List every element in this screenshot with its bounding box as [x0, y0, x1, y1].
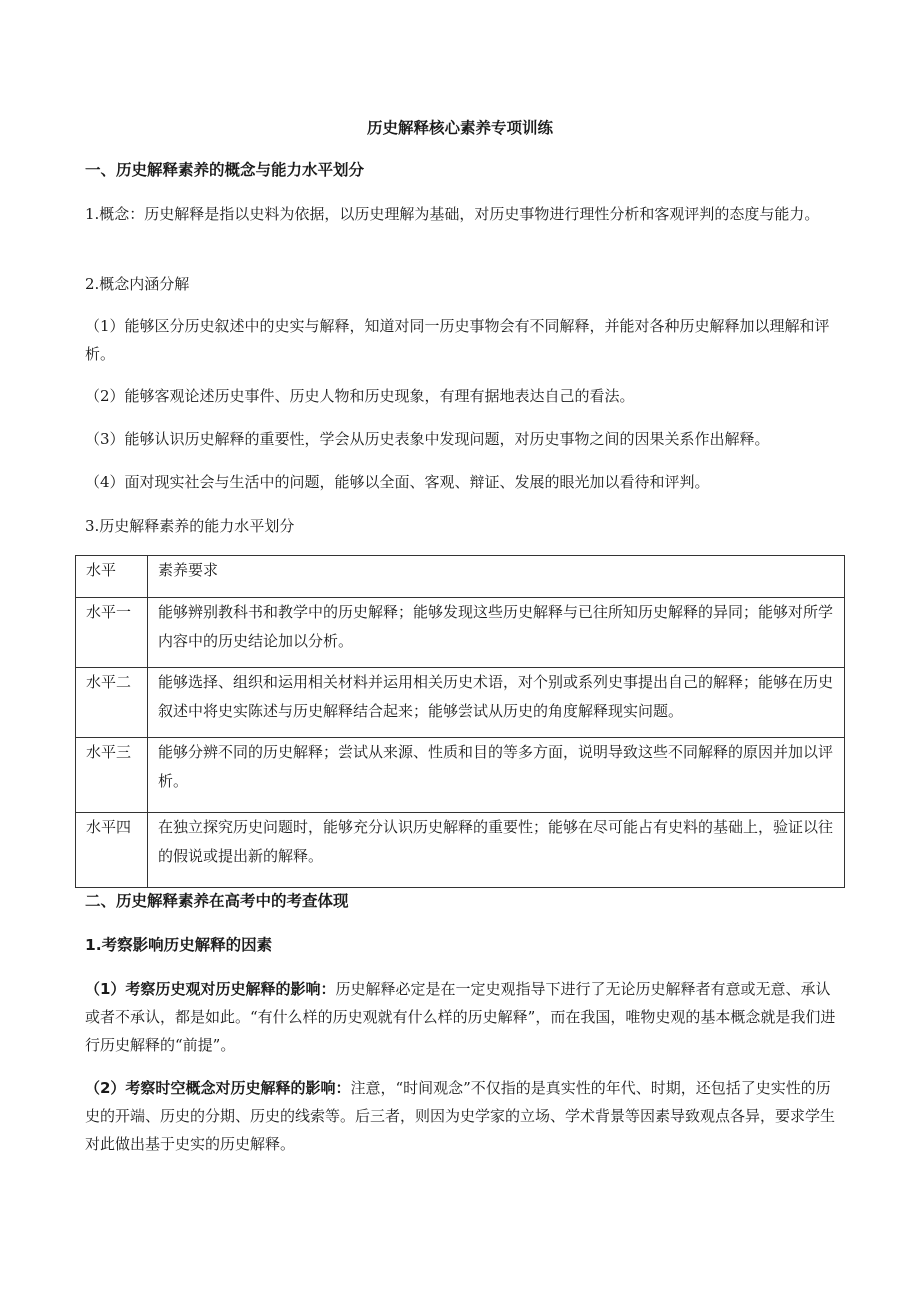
- header-level: 水平: [76, 556, 148, 598]
- breakdown-item-2: （2）能够客观论述历史事件、历史人物和历史现象，有理有据地表达自己的看法。: [85, 387, 635, 405]
- factor-point-1: [85, 975, 845, 1059]
- levels-table: [75, 555, 845, 888]
- document-title: 历史解释核心素养专项训练: [366, 119, 553, 137]
- factor-point-2: [85, 1074, 845, 1158]
- concept-paragraph: 1.概念：历史解释是指以史料为依据，以历史理解为基础，对历史事物进行理性分析和客观评判的态度与能力。: [85, 205, 820, 223]
- breakdown-item-1: （1）能够区分历史叙述中的史实与解释，知道对同一历史事物会有不同解释，并能对各种历史解释加以理解和评析。: [85, 317, 830, 363]
- factor-point-text: 历史解释必定是在一定史观指导下进行了无论历史解释者有意或无意、承认或者不承认，都是如此。“有什么样的历史观就有什么样的历史解释”，而在我国，唯物史观的基本概念就是我们进行历史解释的“前提”。: [85, 980, 836, 1054]
- requirement-cell: 能够分辨不同的历史解释；尝试从来源、性质和目的等多方面，说明导致这些不同解释的原因并加以评析。: [148, 738, 845, 813]
- levels-heading: 3.历史解释素养的能力水平划分: [85, 517, 295, 535]
- level-cell: 水平一: [76, 598, 148, 668]
- table-row: [76, 738, 845, 813]
- factor-point-text: 注意，“时间观念”不仅指的是真实性的年代、时期，还包括了史实性的历史的开端、历史的分期、历史的线索等。后三者，则因为史学家的立场、学术背景等因素导致观点各异，要求学生对此做出基于史实的历史解释。: [85, 1079, 836, 1153]
- level-cell: 水平三: [76, 738, 148, 813]
- header-requirement: 素养要求: [148, 556, 845, 598]
- table-row: [76, 668, 845, 738]
- requirement-cell: 在独立探究历史问题时，能够充分认识历史解释的重要性；能够在尽可能占有史料的基础上，验证以往的假说或提出新的解释。: [148, 813, 845, 888]
- requirement-cell: 能够辨别教科书和教学中的历史解释；能够发现这些历史解释与已往所知历史解释的异同；能够对所学内容中的历史结论加以分析。: [148, 598, 845, 668]
- level-cell: 水平四: [76, 813, 148, 888]
- factor-point-label: （2）考察时空概念对历史解释的影响：: [85, 1079, 351, 1097]
- table-header-row: [76, 556, 845, 598]
- section2-heading: 二、历史解释素养在高考中的考查体现: [85, 892, 349, 910]
- table-row: [76, 813, 845, 888]
- breakdown-item-3: （3）能够认识历史解释的重要性，学会从历史表象中发现问题，对历史事物之间的因果关系作出解释。: [85, 430, 770, 448]
- factor-point-label: （1）考察历史观对历史解释的影响：: [85, 980, 336, 998]
- level-cell: 水平二: [76, 668, 148, 738]
- requirement-cell: 能够选择、组织和运用相关材料并运用相关历史术语，对个别或系列史事提出自己的解释；能够在历史叙述中将史实陈述与历史解释结合起来；能够尝试从历史的角度解释现实问题。: [148, 668, 845, 738]
- table-row: [76, 598, 845, 668]
- breakdown-item-4: （4）面对现实社会与生活中的问题，能够以全面、客观、辩证、发展的眼光加以看待和评判。: [85, 473, 710, 491]
- breakdown-heading: 2.概念内涵分解: [85, 275, 190, 293]
- section1-heading: 一、历史解释素养的概念与能力水平划分: [85, 161, 365, 179]
- section2-subheading: 1.考察影响历史解释的因素: [85, 936, 273, 954]
